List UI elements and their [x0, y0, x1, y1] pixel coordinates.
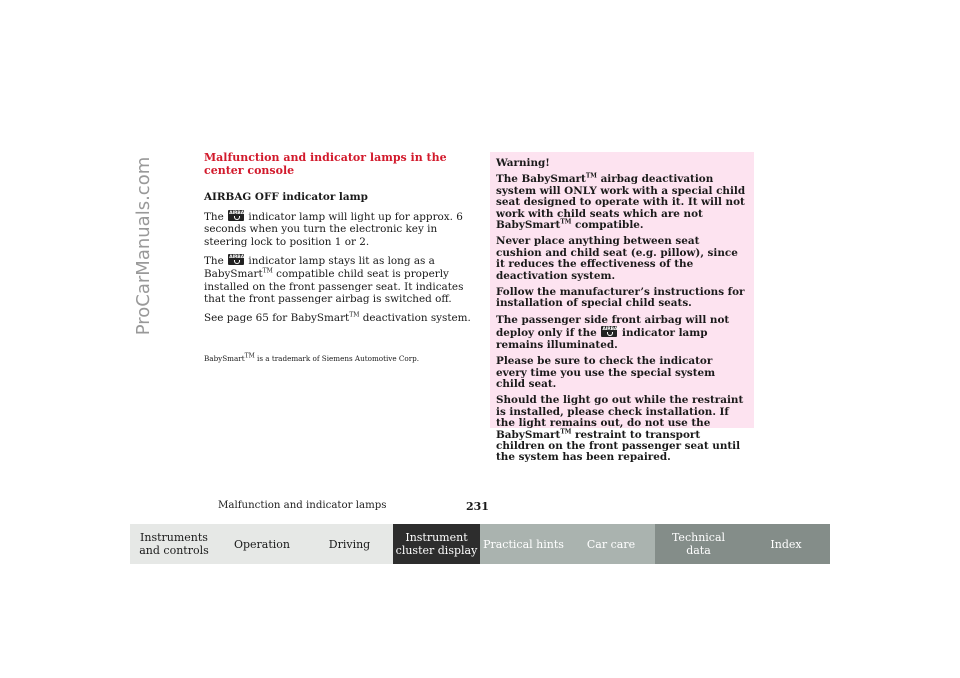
paragraph-2 — [204, 254, 474, 305]
warning-paragraph-3: Follow the manufacturer’s instructions for installation of special child seats. — [496, 286, 745, 310]
footer-section-title: Malfunction and indicator lamps — [218, 500, 387, 511]
subheading: AIRBAG OFF indicator lamp — [204, 191, 368, 203]
side-watermark: ProCarManuals.com — [133, 156, 154, 336]
text: BabySmart — [204, 354, 245, 363]
warning-paragraph-4 — [496, 315, 746, 351]
tab-instruments-and-controls[interactable]: Instruments and controls — [130, 524, 218, 564]
section-heading: Malfunction and indicator lamps in the center console — [204, 151, 447, 177]
warning-paragraph-5: Please be sure to check the indicator every time you use the special system child seat. — [496, 355, 716, 390]
text: The — [204, 255, 224, 268]
trademark: TM — [560, 218, 572, 226]
text: indicator lamp stays lit as long as a BabySmart — [204, 255, 435, 280]
trademark: TM — [262, 267, 273, 275]
text: The — [204, 210, 224, 223]
tab-instrument-cluster-display[interactable]: Instrument cluster display — [393, 524, 480, 564]
text: The passenger side front airbag will not deploy only if the — [496, 313, 730, 340]
text: deactivation system. — [359, 311, 471, 324]
trademark: TM — [560, 428, 572, 436]
paragraph-3 — [204, 312, 474, 325]
page-number: 231 — [466, 500, 489, 513]
text: compatible child seat is properly installed on the front passenger seat. It indicates that the front passenger airbag is switched off. — [204, 267, 464, 306]
text: compatible. — [571, 219, 644, 232]
warning-paragraph-1 — [496, 174, 746, 231]
text: Should the light go out while the restraint is installed, please check installation. If the light remains out, do not use the BabySmart — [496, 394, 744, 441]
warning-paragraph-2: Never place anything between seat cushion and child seat (e.g. pillow), since it reduces the effectiveness of the deactivation system. — [496, 235, 738, 282]
section-nav-bar — [130, 524, 830, 564]
tab-car-care[interactable]: Car care — [567, 524, 655, 564]
paragraph-1 — [204, 210, 474, 249]
text: airbag deactivation system will ONLY work with a special child seat designed to operate with it. It will not work with child seats which are not BabySmart — [496, 173, 746, 232]
trademark: TM — [585, 172, 597, 180]
main-content — [204, 152, 474, 324]
lamp-label: AIRBAG — [602, 327, 621, 333]
text: indicator lamp will light up for approx. 6 seconds when you turn the electronic key in steering lock to position 1 or 2. — [204, 210, 463, 248]
tab-driving[interactable]: Driving — [306, 524, 393, 564]
tab-operation[interactable]: Operation — [218, 524, 306, 564]
text: restraint to transport children on the front passenger seat until the system has been repaired. — [496, 428, 741, 464]
tab-practical-hints[interactable]: Practical hints — [480, 524, 567, 564]
warning-paragraph-6 — [496, 395, 746, 463]
text: The BabySmart — [496, 173, 586, 186]
trademark: TM — [349, 311, 360, 319]
lamp-label: AIRBAG — [229, 210, 248, 216]
warning-box — [490, 152, 754, 464]
warning-title: Warning! — [496, 157, 550, 169]
text: indicator lamp remains illuminated. — [496, 327, 708, 351]
airbag-off-lamp-icon — [228, 210, 248, 221]
trademark: TM — [244, 352, 255, 360]
tab-technical-data[interactable]: Technical data — [655, 524, 742, 564]
airbag-off-lamp-icon — [228, 254, 248, 265]
text: See page 65 for BabySmart — [204, 311, 350, 324]
footnote — [204, 354, 474, 363]
airbag-off-lamp-icon — [601, 326, 621, 337]
lamp-label: AIRBAG — [229, 255, 248, 261]
tab-index[interactable]: Index — [742, 524, 830, 564]
text: is a trademark of Siemens Automotive Corp. — [254, 354, 420, 363]
